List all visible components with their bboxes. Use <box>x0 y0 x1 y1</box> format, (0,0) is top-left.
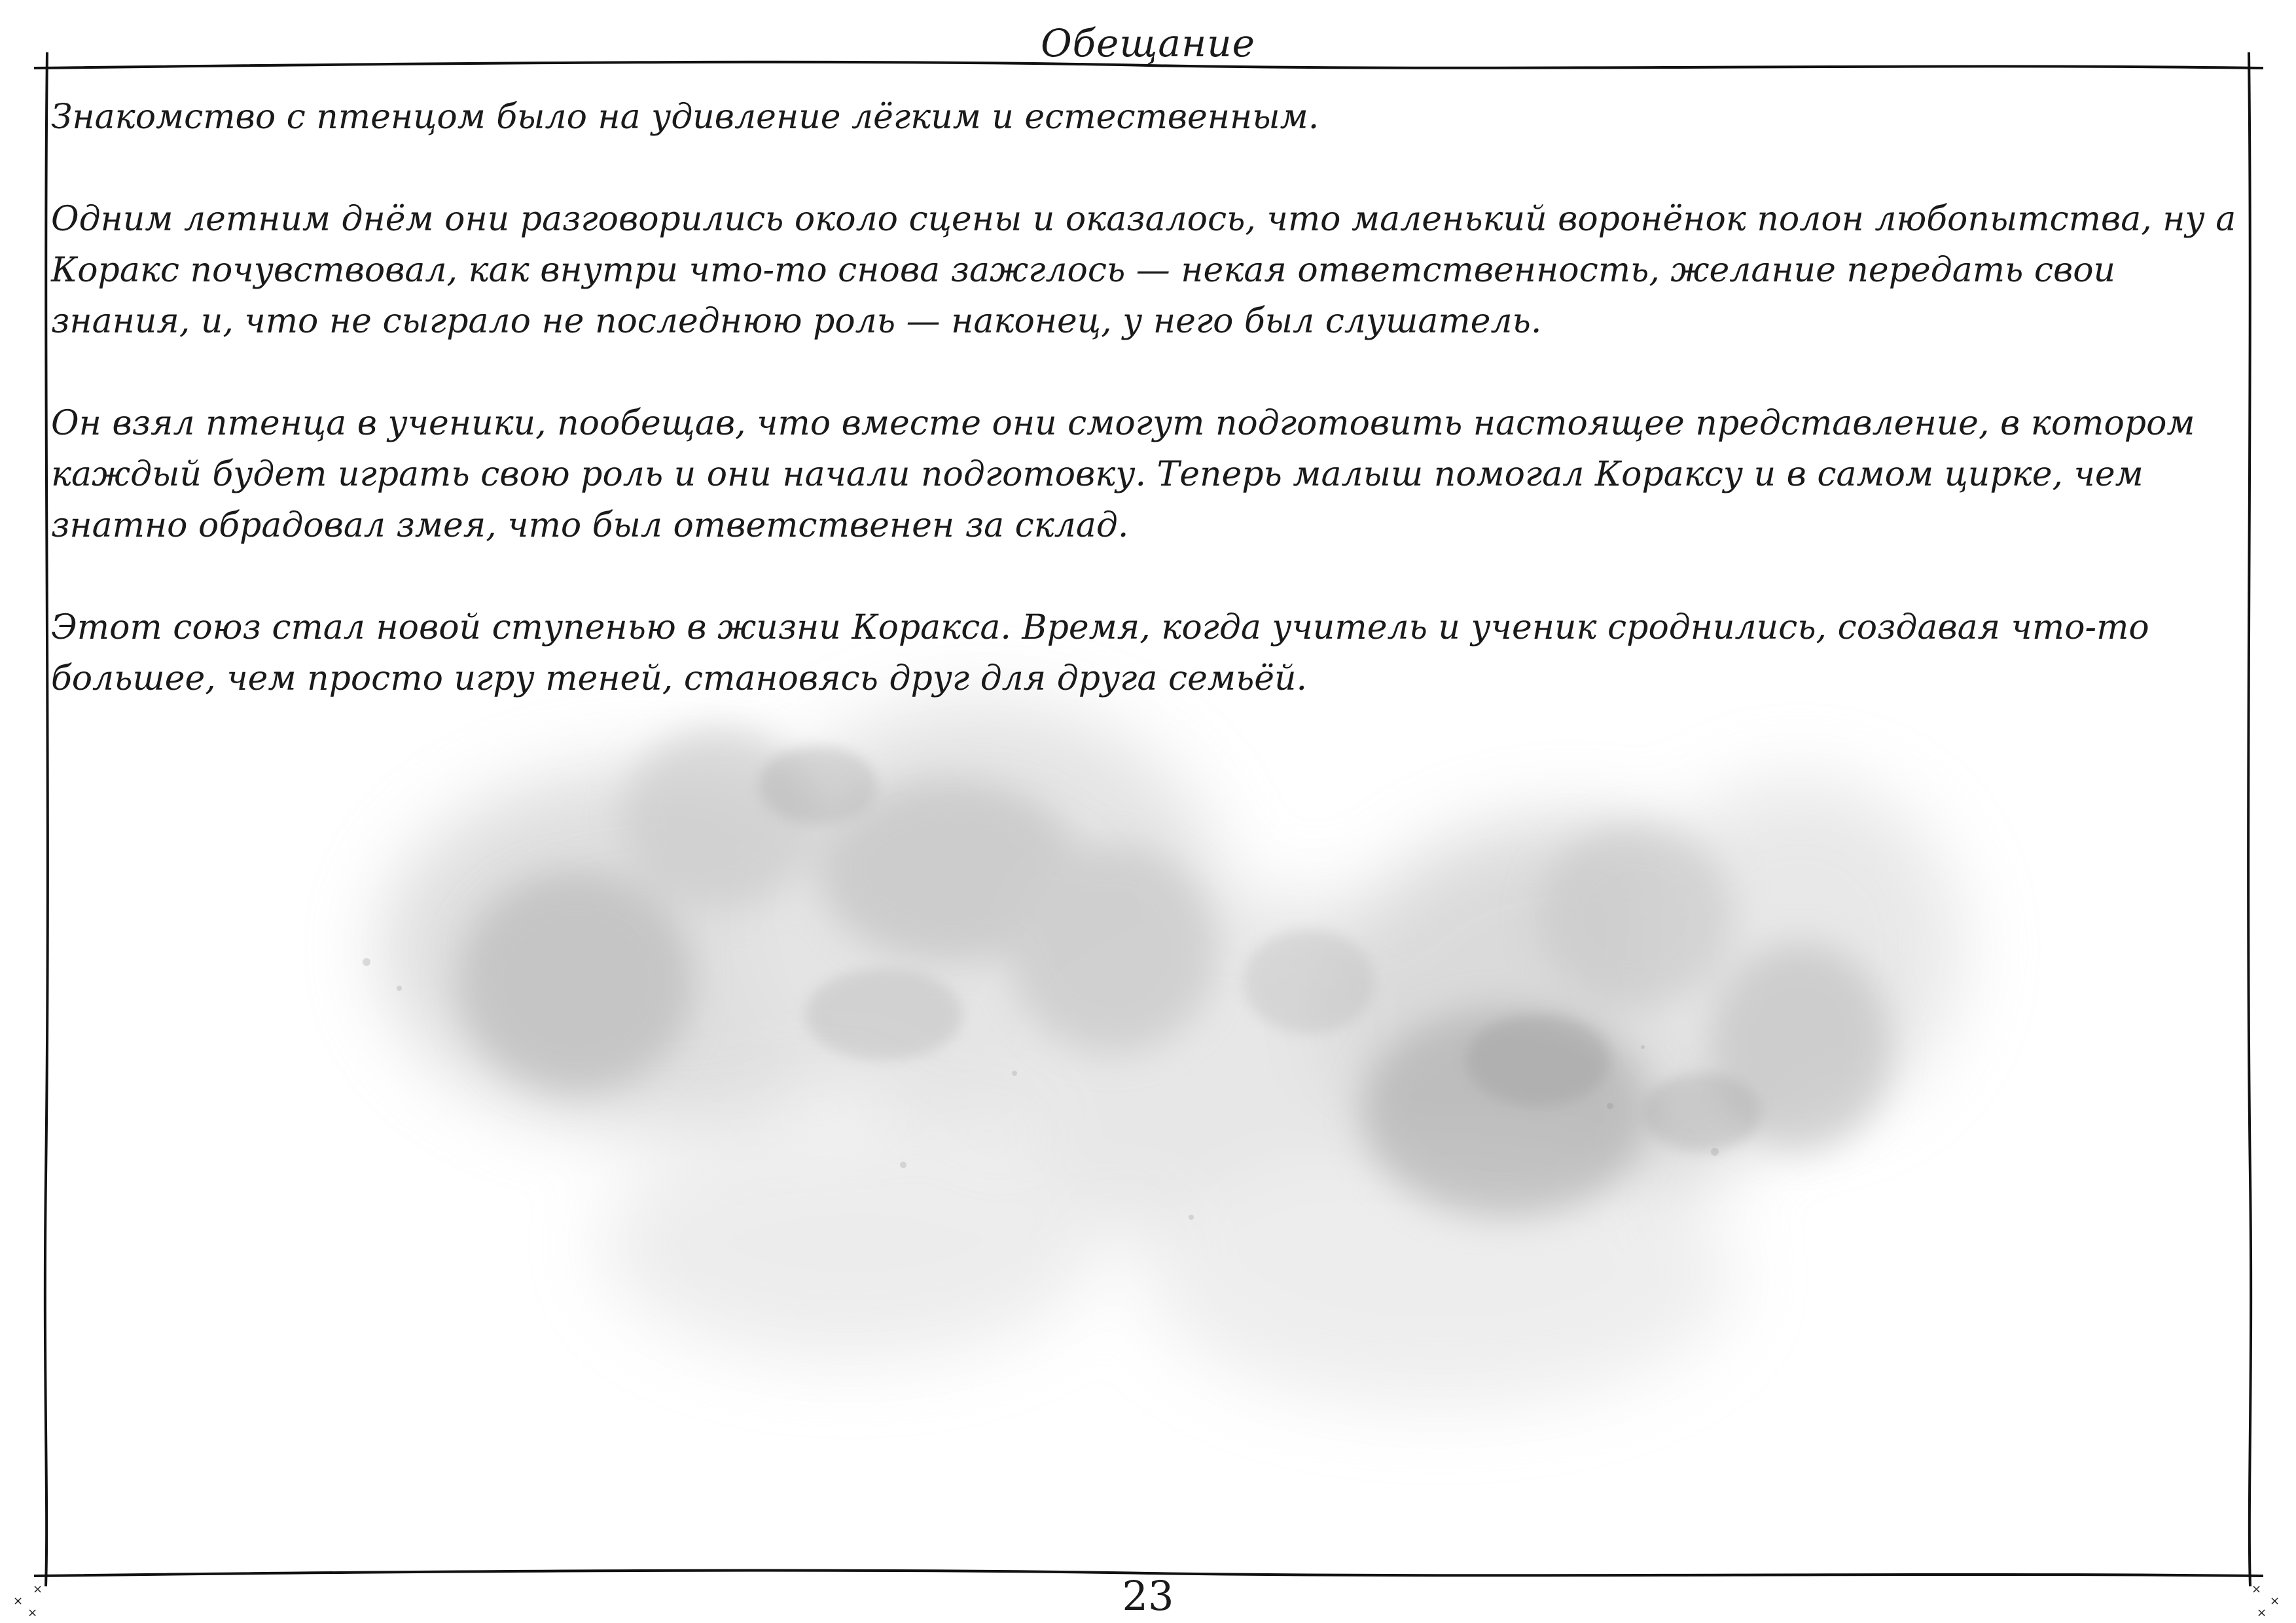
corner-cross-icon: × <box>13 1594 24 1608</box>
frame-left-line <box>45 52 48 1586</box>
paragraph: Он взял птенца в ученики, пообещав, что вместе они смогут подготовить настоящее представление, в котором каждый будет играть свою роль и они начали подготовку. Теперь малыш помогал Кораксу и в самом цирке, чем знатно обрадовал змея, что был ответственен за склад. <box>51 404 2195 545</box>
page-number: 23 <box>1122 1572 1174 1620</box>
paragraph: Одним летним днём они разговорились около сцены и оказалось, что маленький воронёнок полон любопытства, ну а Коракс почувствовал, как внутри что-то снова зажглось — некая ответственность, желание передать свои знания, и, что не сыграло не последнюю роль — наконец, у него был слушатель. <box>51 200 2236 341</box>
paragraph: Знакомство с птенцом было на удивление лёгким и естественным. <box>51 98 1319 137</box>
corner-cross-icon: × <box>2251 1582 2262 1596</box>
corner-cross-icon: × <box>33 1582 43 1596</box>
corner-cross-icon: × <box>27 1606 38 1620</box>
corner-cross-icon: × <box>2257 1606 2267 1620</box>
main-text <box>51 92 2250 755</box>
corner-cross-icon: × <box>2270 1594 2280 1608</box>
paragraph: Этот союз стал новой ступенью в жизни Коракса. Время, когда учитель и ученик сроднились, создавая что-то большее, чем просто игру теней, становясь друг для друга семьёй. <box>51 608 2149 698</box>
corner-mark-bottom-right <box>2251 1584 2280 1619</box>
corner-mark-bottom-left <box>13 1584 43 1619</box>
page-title: Обещание <box>1041 21 1255 65</box>
